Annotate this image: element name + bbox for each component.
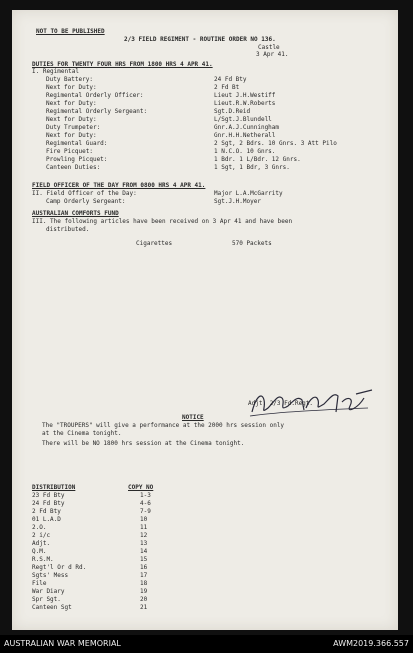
distribution-copy: 14 <box>140 548 148 555</box>
distribution-unit: 2.O. <box>32 524 47 531</box>
duties-section: I. Regimental <box>32 68 79 75</box>
archive-record-id: AWM2019.366.557 <box>333 639 409 648</box>
distribution-copy: 4-6 <box>140 500 151 507</box>
duty-name: 2 Fd Bt <box>214 84 240 91</box>
distribution-unit: Canteen Sgt <box>32 604 72 611</box>
duty-label: Regimental Guard: <box>46 140 108 147</box>
duty-label: Regimental Orderly Sergeant: <box>46 108 148 115</box>
distribution-copy: 7-9 <box>140 508 151 515</box>
distribution-copy: 18 <box>140 580 148 587</box>
distribution-unit: 24 Fd Bty <box>32 500 65 507</box>
duty-name: 1 N.C.O. 10 Gnrs. <box>214 148 276 155</box>
distribution-copy: 20 <box>140 596 148 603</box>
distribution-unit: Sgts' Mess <box>32 572 69 579</box>
distribution-unit: Adjt. <box>32 540 51 547</box>
distribution-unit: Regt'l Or d Rd. <box>32 564 87 571</box>
notice-heading: NOTICE <box>182 414 204 421</box>
notice-line-2: at the Cinema tonight. <box>42 430 122 437</box>
comforts-item: Cigarettes <box>136 240 173 247</box>
archive-footer <box>0 635 413 653</box>
not-published-heading: NOT TO BE PUBLISHED <box>36 28 105 35</box>
distribution-copy: 1-3 <box>140 492 151 499</box>
distribution-unit: 2 Fd Bty <box>32 508 61 515</box>
distribution-unit: File <box>32 580 47 587</box>
duty-label: Next for Duty: <box>46 132 97 139</box>
duty-label: Regimental Orderly Officer: <box>46 92 144 99</box>
distribution-copy: 10 <box>140 516 148 523</box>
duty-label: Duty Battery: <box>46 76 93 83</box>
signature-title: Adjt. 2/3 Fd.Regt. <box>248 400 314 407</box>
duty-name: Gnr.H.H.Netherall <box>214 132 276 139</box>
distribution-copy: 17 <box>140 572 148 579</box>
duty-name: 24 Fd Bty <box>214 76 247 83</box>
distribution-unit: Q.M. <box>32 548 47 555</box>
duty-name: Lieut.R.W.Roberts <box>214 100 276 107</box>
duty-name: 2 Sgt, 2 Bdrs. 10 Gnrs. 3 Att Pilo <box>214 140 337 147</box>
comforts-line-1: III. The following articles have been received on 3 Apr 41 and have been <box>32 218 293 225</box>
duty-name: Gnr.A.J.Cunningham <box>214 124 280 131</box>
distribution-copy: 13 <box>140 540 148 547</box>
distribution-copy: 19 <box>140 588 148 595</box>
distribution-copy: 15 <box>140 556 148 563</box>
comforts-quantity: 570 Packets <box>232 240 272 247</box>
comforts-heading: AUSTRALIAN COMFORTS FUND <box>32 210 119 217</box>
distribution-unit: R.S.M. <box>32 556 54 563</box>
duty-name: 1 Sgt, 1 Bdr, 3 Gnrs. <box>214 164 290 171</box>
duty-label: II. Field Officer of the Day: <box>32 190 137 197</box>
notice-line-3: There will be NO 1800 hrs session at the Cinema tonight. <box>42 440 245 447</box>
distribution-unit: 23 Fd Bty <box>32 492 65 499</box>
distribution-copy: 11 <box>140 524 148 531</box>
duty-name: 1 Bdr. 1 L/Bdr. 12 Gnrs. <box>214 156 301 163</box>
duty-label: Prowling Picquet: <box>46 156 108 163</box>
duty-name: Sgt.D.Reid <box>214 108 251 115</box>
distribution-unit: Spr Sgt. <box>32 596 61 603</box>
distribution-heading: DISTRIBUTION <box>32 484 76 491</box>
order-date: 3 Apr 41. <box>256 51 289 58</box>
distribution-unit: 01 L.A.D <box>32 516 61 523</box>
notice-line-1: The "TROUPERS" will give a performance at the 2000 hrs session only <box>42 422 285 429</box>
order-title: 2/3 FIELD REGIMENT - ROUTINE ORDER NO 136. <box>124 36 276 43</box>
duties-heading: DUTIES FOR TWENTY FOUR HRS FROM 1800 HRS 4 APR 41. <box>32 61 213 68</box>
duty-name: Sgt.J.H.Moyer <box>214 198 261 205</box>
duty-label: Next for Duty: <box>46 84 97 91</box>
distribution-copy: 16 <box>140 564 148 571</box>
order-place: Castle <box>258 44 280 51</box>
duty-name: Lieut J.H.Westiff <box>214 92 276 99</box>
distribution-unit: War Diary <box>32 588 65 595</box>
duty-name: Major L.A.McGarrity <box>214 190 283 197</box>
duty-name: L/Sgt.J.Blundell <box>214 116 272 123</box>
duty-label: Camp Orderly Sergeant: <box>46 198 126 205</box>
duty-label: Next for Duty: <box>46 116 97 123</box>
duty-label: Duty Trumpeter: <box>46 124 101 131</box>
duty-label: Canteen Duties: <box>46 164 101 171</box>
comforts-line-2: distributed. <box>46 226 90 233</box>
distribution-copy: 12 <box>140 532 148 539</box>
archive-name: AUSTRALIAN WAR MEMORIAL <box>4 639 121 648</box>
document-page <box>12 10 398 630</box>
distribution-copy: 21 <box>140 604 148 611</box>
field-officer-heading: FIELD OFFICER OF THE DAY FROM 0800 HRS 4 APR 41. <box>32 182 206 189</box>
distribution-unit: 2 i/c <box>32 532 51 539</box>
duty-label: Fire Picquet: <box>46 148 93 155</box>
duty-label: Next for Duty: <box>46 100 97 107</box>
copy-no-heading: COPY NO <box>128 484 154 491</box>
